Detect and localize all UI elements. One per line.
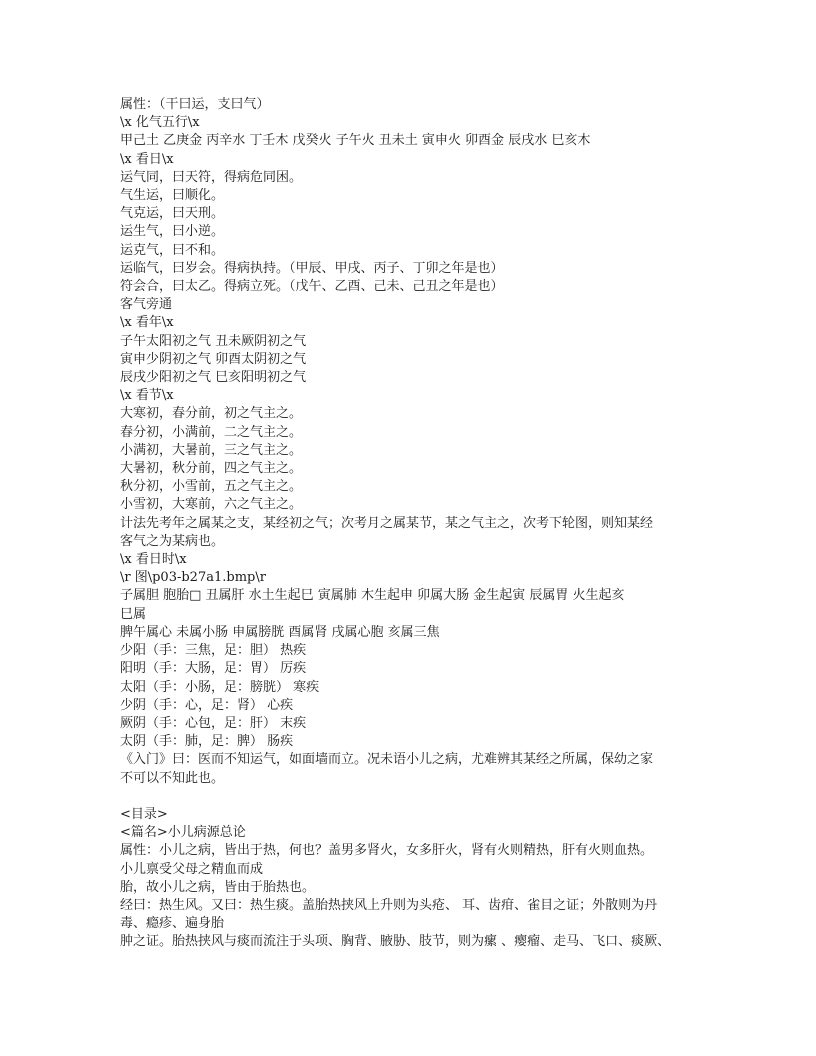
text-line: 肿之证。胎热挟风与痰而流注于头项、胸背、腋胁、肢节，则为瘰 、瘿瘤、走马、飞口、痰厥、	[120, 934, 671, 950]
text-line: 客气旁通	[120, 297, 173, 313]
text-line: <目录>	[120, 806, 168, 822]
text-line: 气生运，曰顺化。	[120, 188, 225, 204]
text-line: 运生气，曰小逆。	[120, 224, 225, 240]
text-line: 甲己土 乙庚金 丙辛水 丁壬木 戊癸火 子午火 丑未土 寅申火 卯酉金 辰戌水 巳亥木	[120, 133, 591, 149]
text-line: 春分初，小满前，二之气主之。	[120, 424, 303, 440]
text-line: 小儿禀受父母之精血而成	[120, 861, 264, 877]
text-line: 少阴（手：心，足：肾） 心疾	[120, 697, 294, 713]
text-line: 毒、瘾疹、遍身胎	[120, 916, 225, 932]
text-line: 太阴（手：肺，足：脾） 肠疾	[120, 734, 294, 750]
text-line: 客气之为某病也。	[120, 533, 225, 549]
text-line: 计法先考年之属某之支，某经初之气；次考月之属某节，某之气主之，次考下轮图，则知某经	[120, 515, 654, 531]
text-line: \r 图\p03-b27a1.bmp\r	[120, 570, 266, 586]
text-line: 秋分初，小雪前，五之气主之。	[120, 479, 303, 495]
document-page	[120, 96, 700, 952]
text-line: 属性：小儿之病，皆出于热，何也？盖男多肾火，女多肝火，肾有火则精热，肝有火则血热。	[120, 843, 654, 859]
text-line: 《入门》曰：医而不知运气，如面墙而立。况未语小儿之病，尤难辨其某经之所属，保幼之家	[120, 752, 654, 768]
text-line: 脾午属心 未属小肠 申属膀胱 酉属肾 戌属心胞 亥属三焦	[120, 624, 440, 640]
text-line: \x 看年\x	[120, 315, 174, 331]
text-line: 符会合，曰太乙。得病立死。（戊午、乙酉、己未、己丑之年是也）	[120, 279, 504, 295]
blank-line	[120, 788, 700, 806]
text-line: 小雪初，大寒前，六之气主之。	[120, 497, 303, 513]
text-line: 运临气，曰岁会。得病执持。（甲辰、甲戌、丙子、丁卯之年是也）	[120, 260, 504, 276]
text-line: 辰戌少阳初之气 巳亥阳明初之气	[120, 370, 307, 386]
text-line: 阳明（手：大肠，足：胃） 厉疾	[120, 661, 307, 677]
text-line: 太阳（手：小肠，足：膀胱） 寒疾	[120, 679, 320, 695]
text-line: 寅申少阴初之气 卯酉太阴初之气	[120, 351, 307, 367]
text-line: 胎，故小儿之病，皆由于胎热也。	[120, 879, 316, 895]
text-line: <篇名>小儿病源总论	[120, 825, 246, 841]
text-line: 小满初，大暑前，三之气主之。	[120, 442, 303, 458]
text-line: \x 看日\x	[120, 151, 174, 167]
text-line: 运气同，曰天符，得病危同困。	[120, 169, 303, 185]
text-line: \x 看日时\x	[120, 552, 187, 568]
text-line: 大暑初，秋分前，四之气主之。	[120, 461, 303, 477]
text-line: 气克运，曰天刑。	[120, 206, 225, 222]
text-line: 运克气，曰不和。	[120, 242, 225, 258]
text-line: 不可以不知此也。	[120, 770, 225, 786]
text-line: 少阳（手：三焦，足：胆） 热疾	[120, 643, 307, 659]
text-line: 厥阴（手：心包，足：肝） 末疾	[120, 715, 307, 731]
text-line: \x 化气五行\x	[120, 115, 200, 131]
text-line: 子属胆 胞胎□ 丑属肝 水土生起巳 寅属肺 木生起申 卯属大肠 金生起寅 辰属胃 火生起亥	[120, 588, 625, 604]
text-line: 巳属	[120, 606, 147, 622]
text-line: 子午太阳初之气 丑未厥阴初之气	[120, 333, 307, 349]
text-line: 大寒初，春分前，初之气主之。	[120, 406, 303, 422]
text-line: 经曰：热生风。又曰：热生痰。盖胎热挟风上升则为头疮、 耳、齿疳、雀目之证；外散则为丹	[120, 897, 658, 913]
text-line: 属性：（干曰运，支曰气）	[120, 97, 270, 112]
text-line: \x 看节\x	[120, 388, 174, 404]
